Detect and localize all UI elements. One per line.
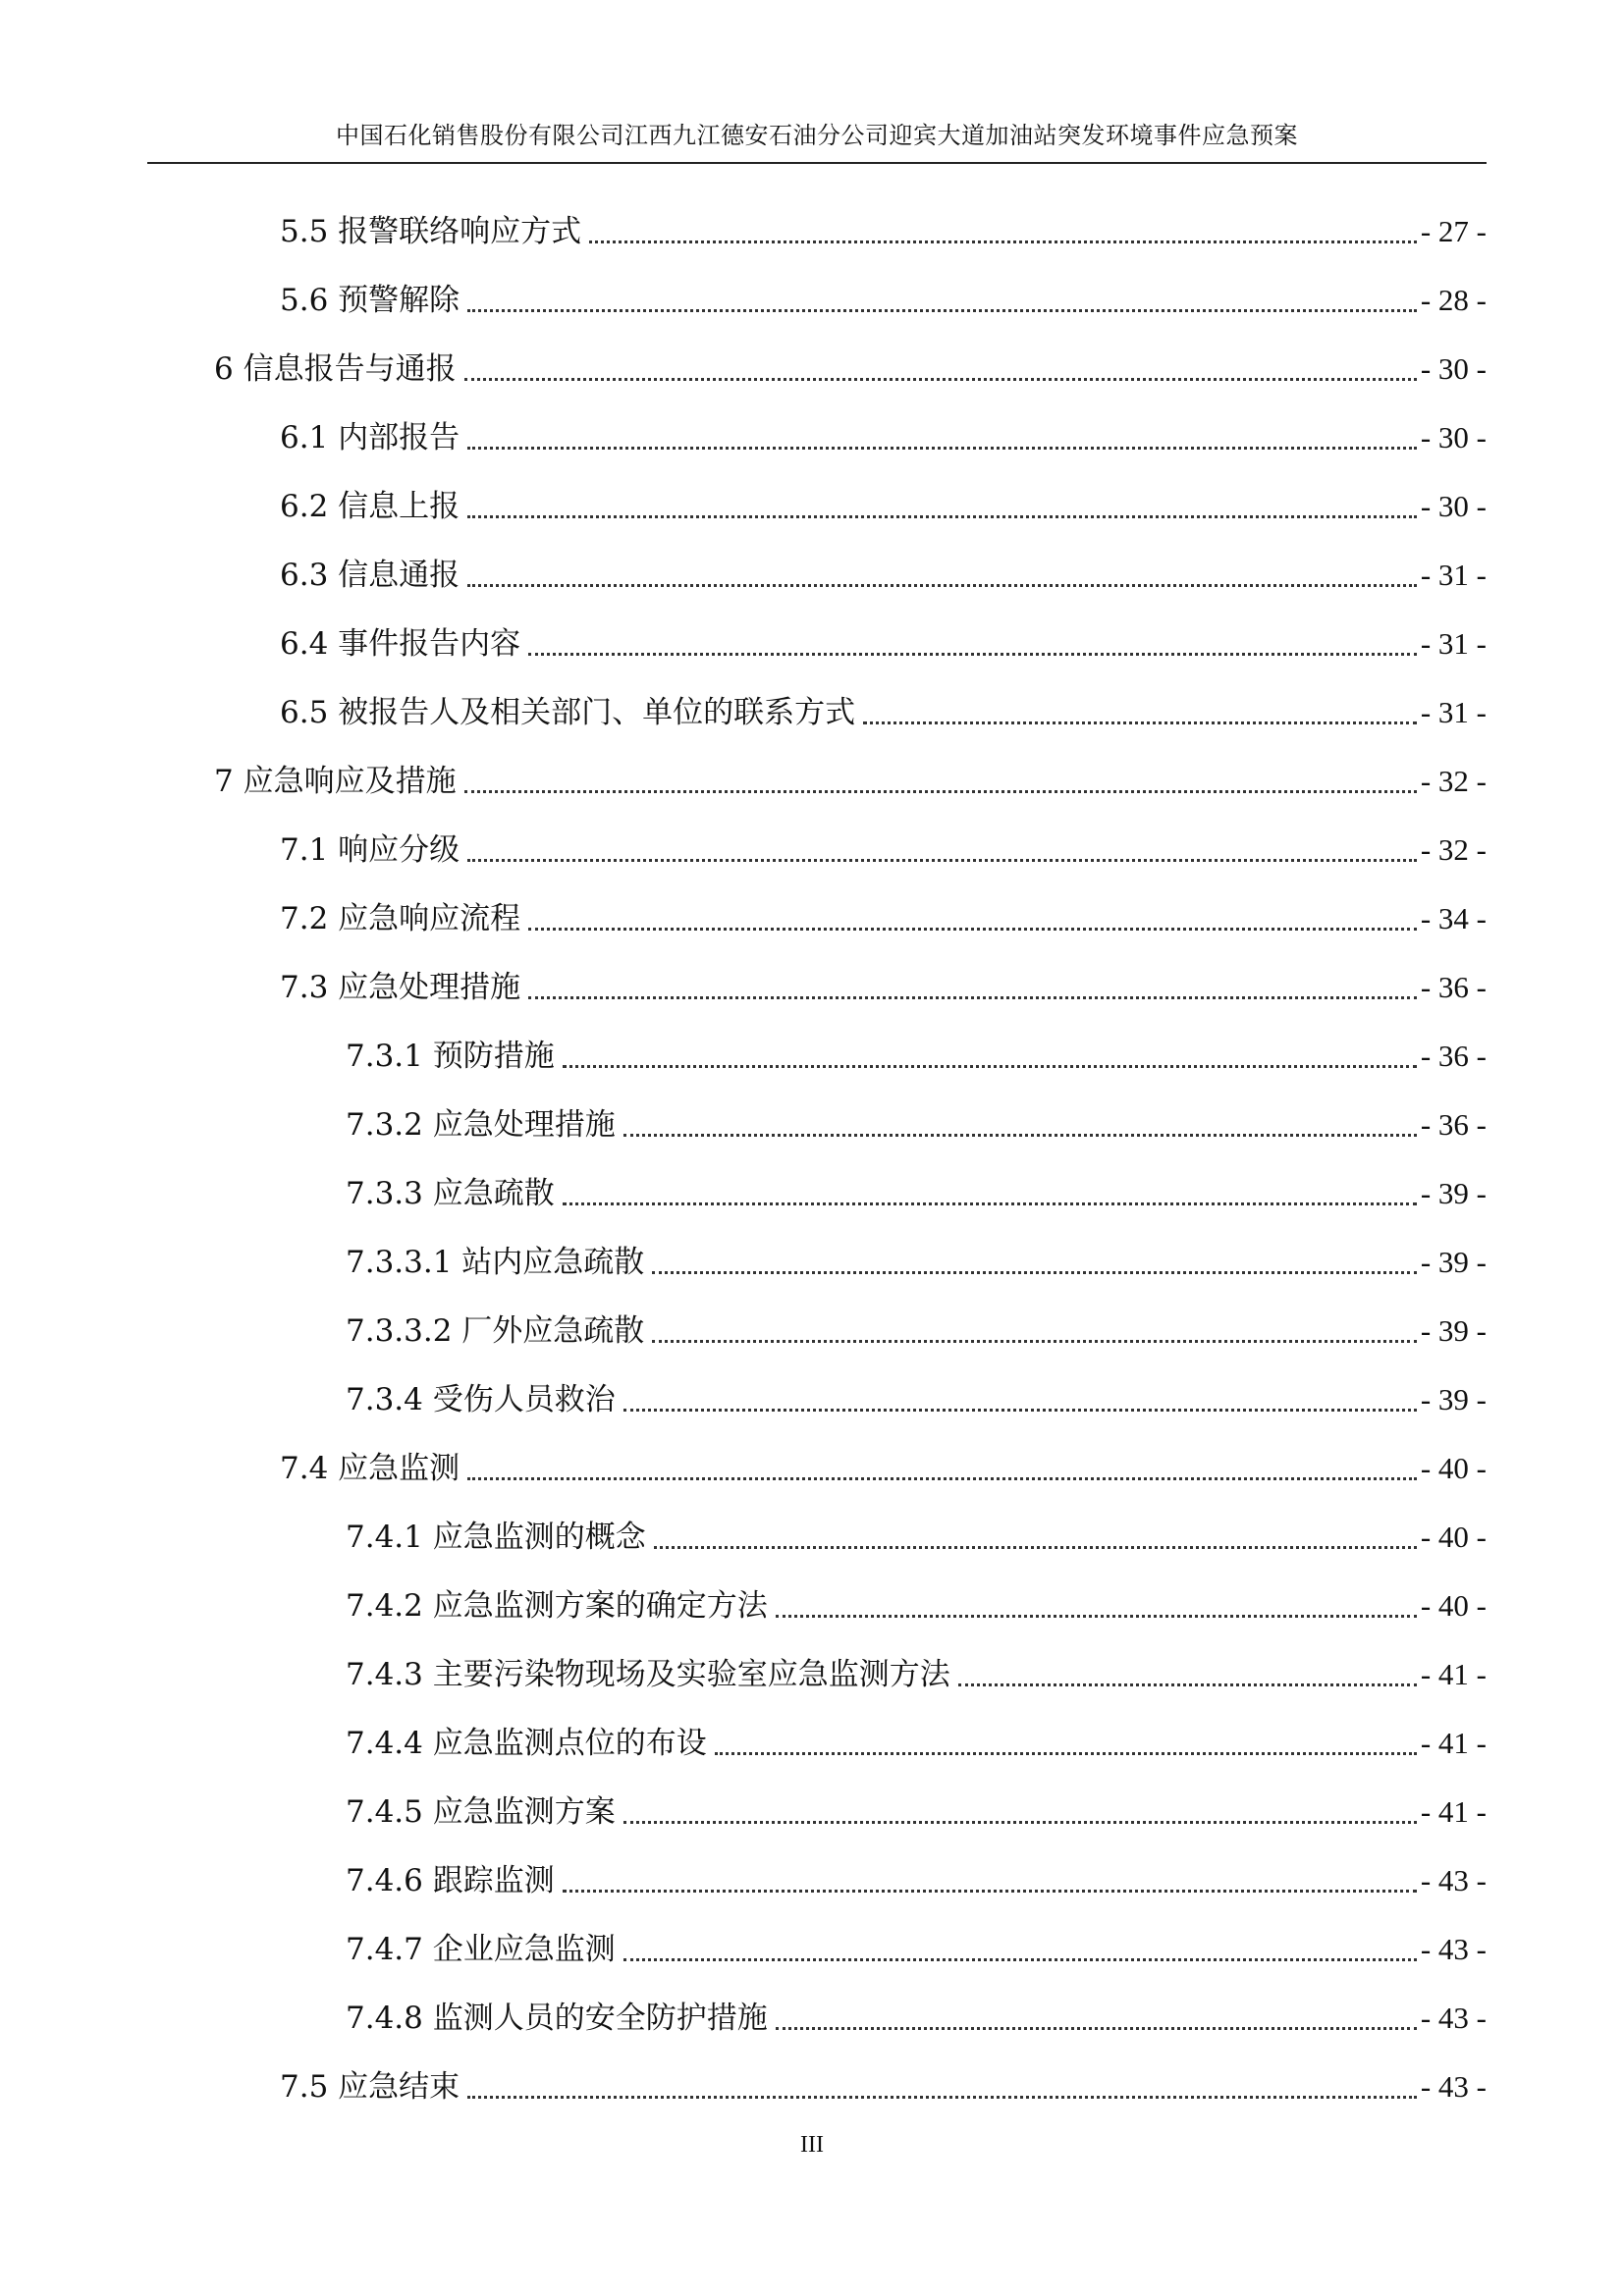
toc-entry[interactable]: [280, 895, 1487, 942]
toc-entry[interactable]: [280, 483, 1487, 530]
toc-entry-label: 6.4 事件报告内容: [280, 626, 521, 662]
toc-entry[interactable]: [280, 208, 1487, 255]
toc-entry-label: 7 应急响应及措施: [214, 764, 457, 799]
toc-entry-label: 7.3.2 应急处理措施: [346, 1107, 616, 1143]
dot-leader: [654, 1546, 1417, 1549]
toc-entry-page: - 40 -: [1420, 1588, 1487, 1623]
toc-entry-page: - 40 -: [1420, 1451, 1487, 1485]
toc-entry[interactable]: [346, 1033, 1487, 1080]
dot-leader: [528, 996, 1417, 999]
dot-leader: [776, 1615, 1417, 1618]
toc-entry-label: 7.4.7 企业应急监测: [346, 1932, 616, 1967]
dot-leader: [863, 721, 1417, 724]
toc-entry[interactable]: [346, 1789, 1487, 1836]
toc-entry[interactable]: [280, 689, 1487, 736]
dot-leader: [652, 1271, 1417, 1274]
page-number: III: [800, 2132, 824, 2158]
toc-entry[interactable]: [280, 2063, 1487, 2110]
toc-entry-page: - 32 -: [1420, 764, 1487, 798]
toc-entry[interactable]: [280, 414, 1487, 461]
dot-leader: [715, 1752, 1417, 1755]
dot-leader: [589, 240, 1417, 243]
dot-leader: [464, 790, 1417, 793]
toc-entry-label: 7.3 应急处理措施: [280, 970, 521, 1005]
dot-leader: [563, 1202, 1417, 1205]
dot-leader: [528, 928, 1417, 931]
toc-entry[interactable]: [280, 1445, 1487, 1492]
dot-leader: [958, 1683, 1417, 1686]
dot-leader: [563, 1065, 1417, 1068]
toc-entry[interactable]: [280, 964, 1487, 1011]
dot-leader: [467, 309, 1417, 312]
toc-entry-page: - 41 -: [1420, 1726, 1487, 1760]
toc-entry-label: 7.4.3 主要污染物现场及实验室应急监测方法: [346, 1657, 950, 1692]
toc-entry-label: 7.4.5 应急监测方案: [346, 1794, 616, 1830]
dot-leader: [623, 1821, 1417, 1824]
dot-leader: [776, 2027, 1417, 2030]
toc-entry[interactable]: [346, 1170, 1487, 1217]
toc-entry-page: - 36 -: [1420, 970, 1487, 1004]
toc-entry[interactable]: [346, 1651, 1487, 1698]
toc-entry-page: - 39 -: [1420, 1313, 1487, 1348]
document-header: 中国石化销售股份有限公司江西九江德安石油分公司迎宾大道加油站突发环境事件应急预案: [336, 122, 1298, 149]
toc-entry-page: - 43 -: [1420, 1863, 1487, 1897]
toc-entry[interactable]: [346, 1582, 1487, 1629]
dot-leader: [467, 515, 1417, 518]
toc-entry[interactable]: [346, 1101, 1487, 1148]
dot-leader: [467, 447, 1417, 450]
toc-entry-page: - 41 -: [1420, 1657, 1487, 1691]
toc-entry[interactable]: [346, 1857, 1487, 1904]
toc-entry[interactable]: [346, 1720, 1487, 1767]
toc-entry-page: - 32 -: [1420, 832, 1487, 867]
dot-leader: [467, 1477, 1417, 1480]
toc-entry-label: 7.3.4 受伤人员救治: [346, 1382, 616, 1417]
toc-entry[interactable]: [346, 1514, 1487, 1561]
toc-entry-page: - 39 -: [1420, 1176, 1487, 1210]
dot-leader: [623, 1958, 1417, 1961]
toc-entry-label: 7.4.8 监测人员的安全防护措施: [346, 2001, 768, 2036]
toc-entry-label: 5.5 报警联络响应方式: [280, 214, 582, 249]
toc-entry-label: 7.3.3 应急疏散: [346, 1176, 555, 1211]
toc-entry-page: - 43 -: [1420, 2069, 1487, 2104]
toc-entry-label: 7.3.3.1 站内应急疏散: [346, 1245, 645, 1280]
toc-entry-page: - 31 -: [1420, 695, 1487, 729]
dot-leader: [623, 1134, 1417, 1137]
toc-entry-label: 6.3 信息通报: [280, 558, 460, 593]
toc-entry-page: - 41 -: [1420, 1794, 1487, 1829]
toc-entry-page: - 30 -: [1420, 351, 1487, 386]
dot-leader: [467, 2096, 1417, 2099]
toc-entry-page: - 30 -: [1420, 420, 1487, 454]
toc-entry-label: 5.6 预警解除: [280, 283, 460, 318]
toc-entry-label: 6 信息报告与通报: [214, 351, 457, 387]
toc-entry-label: 7.5 应急结束: [280, 2069, 460, 2105]
toc-entry-page: - 39 -: [1420, 1382, 1487, 1416]
dot-leader: [528, 653, 1417, 656]
toc-entry-label: 7.4.6 跟踪监测: [346, 1863, 555, 1898]
toc-entry[interactable]: [346, 1376, 1487, 1423]
toc-entry[interactable]: [346, 1995, 1487, 2042]
toc-entry[interactable]: [280, 277, 1487, 324]
toc-entry[interactable]: [214, 346, 1487, 393]
toc-entry-label: 7.4.1 应急监测的概念: [346, 1520, 646, 1555]
toc-entry[interactable]: [280, 827, 1487, 874]
toc-entry-label: 7.4 应急监测: [280, 1451, 460, 1486]
toc-entry-page: - 36 -: [1420, 1107, 1487, 1142]
toc-entry-page: - 40 -: [1420, 1520, 1487, 1554]
toc-entry-page: - 34 -: [1420, 901, 1487, 935]
toc-entry-label: 7.2 应急响应流程: [280, 901, 521, 936]
toc-entry[interactable]: [346, 1239, 1487, 1286]
toc-entry[interactable]: [280, 620, 1487, 667]
header-divider: [147, 162, 1487, 164]
toc-entry-label: 7.1 响应分级: [280, 832, 460, 868]
toc-entry-label: 7.4.4 应急监测点位的布设: [346, 1726, 707, 1761]
toc-entry-page: - 31 -: [1420, 626, 1487, 661]
toc-entry-page: - 39 -: [1420, 1245, 1487, 1279]
dot-leader: [563, 1890, 1417, 1893]
toc-entry-page: - 28 -: [1420, 283, 1487, 317]
toc-entry-label: 6.5 被报告人及相关部门、单位的联系方式: [280, 695, 856, 730]
toc-entry-page: - 31 -: [1420, 558, 1487, 592]
toc-entry-page: - 43 -: [1420, 1932, 1487, 1966]
toc-entry-label: 6.2 信息上报: [280, 489, 460, 524]
toc-entry[interactable]: [346, 1926, 1487, 1973]
toc-entry-page: - 30 -: [1420, 489, 1487, 523]
toc-entry-page: - 43 -: [1420, 2001, 1487, 2035]
dot-leader: [652, 1340, 1417, 1343]
toc-entry-page: - 36 -: [1420, 1039, 1487, 1073]
dot-leader: [623, 1409, 1417, 1412]
toc-entry[interactable]: [280, 552, 1487, 599]
dot-leader: [467, 859, 1417, 862]
toc-entry[interactable]: [346, 1308, 1487, 1355]
toc-entry[interactable]: [214, 758, 1487, 805]
toc-entry-label: 6.1 内部报告: [280, 420, 460, 455]
toc-entry-label: 7.3.3.2 厂外应急疏散: [346, 1313, 645, 1349]
dot-leader: [467, 584, 1417, 587]
dot-leader: [464, 378, 1417, 381]
toc-entry-label: 7.4.2 应急监测方案的确定方法: [346, 1588, 768, 1624]
toc-entry-label: 7.3.1 预防措施: [346, 1039, 555, 1074]
toc-entry-page: - 27 -: [1420, 214, 1487, 248]
